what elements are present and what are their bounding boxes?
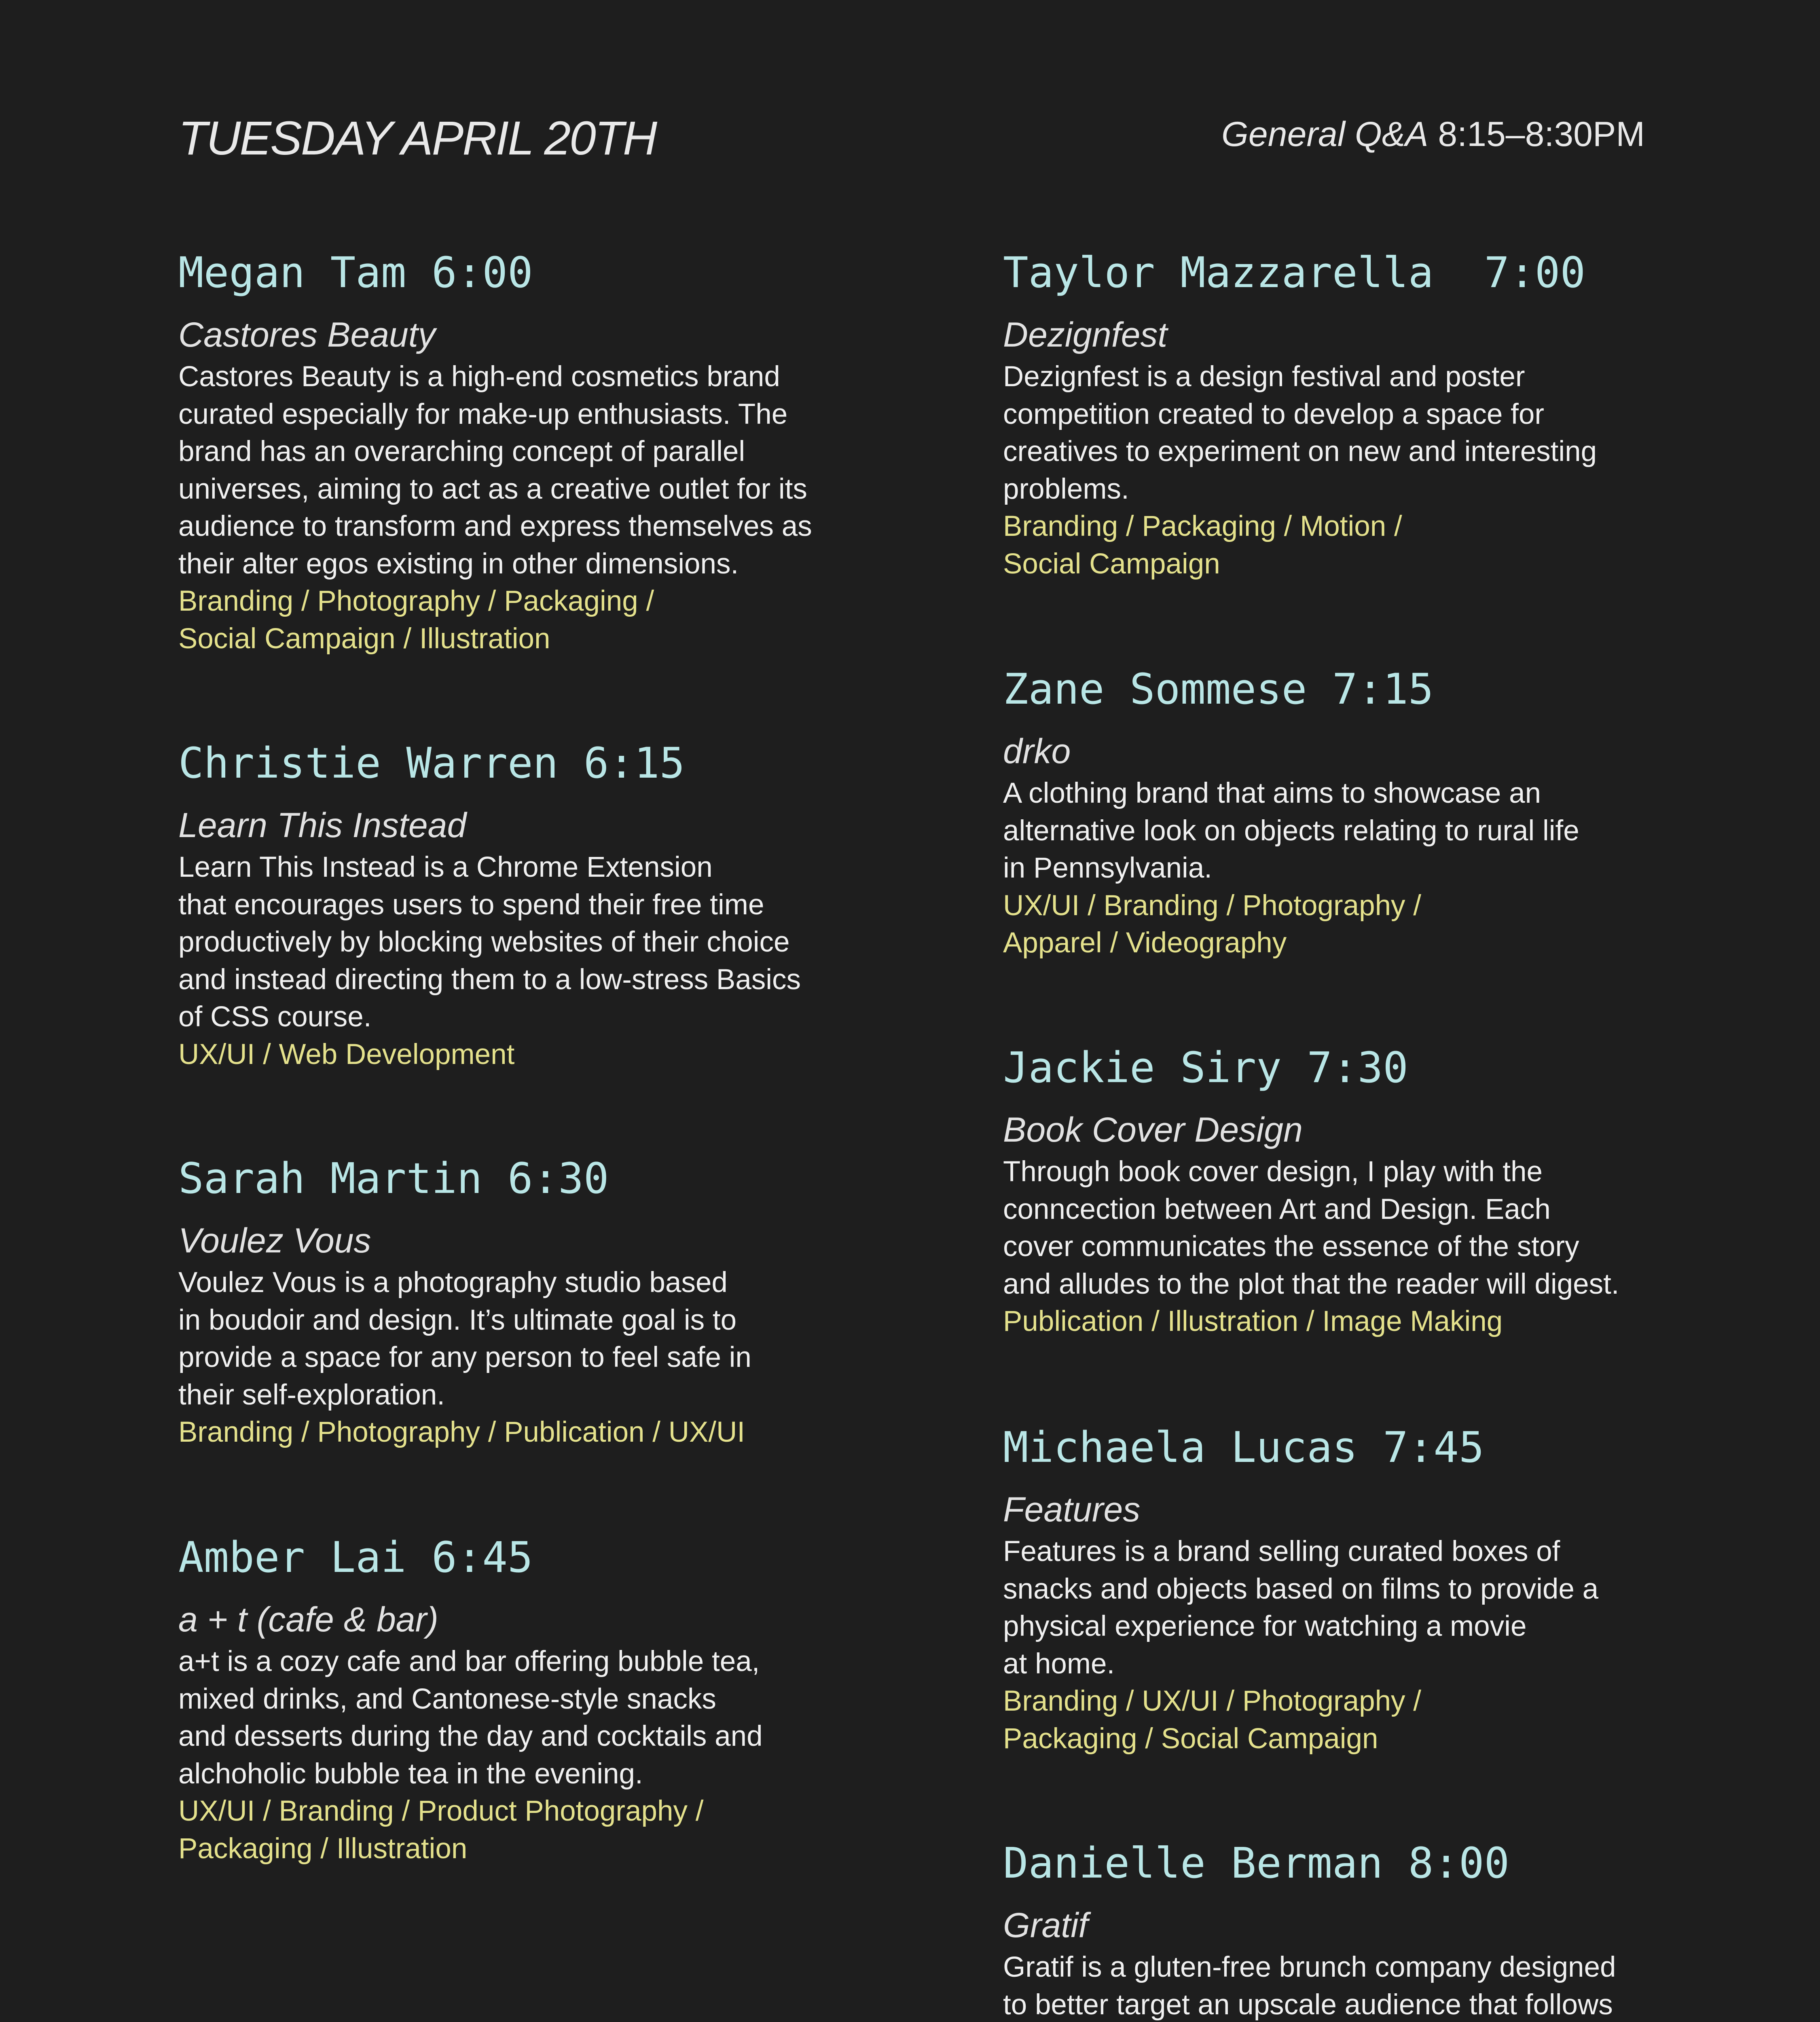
presentation-entry	[178, 737, 842, 1073]
tag-line: UX/UI / Web Development	[178, 1038, 515, 1070]
project-description	[1003, 1153, 1666, 1303]
description-line: Gratif is a gluten-free brunch company designed	[1003, 1951, 1616, 1983]
discipline-tags	[1003, 887, 1666, 962]
presentation-entry	[178, 1531, 842, 1868]
qa-time: 8:15–8:30PM	[1438, 115, 1645, 154]
tag-line: Publication / Illustration / Image Making	[1003, 1305, 1503, 1337]
description-line: alternative look on objects relating to rural life	[1003, 814, 1579, 847]
project-description	[178, 1643, 842, 1793]
tag-line: UX/UI / Branding / Photography /	[1003, 889, 1422, 922]
project-description	[1003, 775, 1666, 887]
project-name: Voulez Vous	[178, 1221, 371, 1260]
description-line: Castores Beauty is a high-end cosmetics brand	[178, 361, 780, 393]
description-line: their alter egos existing in other dimensions.	[178, 548, 739, 580]
description-line: and alludes to the plot that the reader will digest.	[1003, 1268, 1619, 1300]
presenter-heading: Michaela Lucas 7:45	[1003, 1423, 1484, 1472]
qa-label: General Q&A	[1221, 115, 1428, 154]
presenter-heading: Zane Sommese 7:15	[1003, 664, 1434, 714]
description-line: Through book cover design, I play with the	[1003, 1156, 1543, 1188]
tag-line: Branding / UX/UI / Photography /	[1003, 1685, 1422, 1717]
project-description	[1003, 358, 1666, 508]
description-line: a+t is a cozy cafe and bar offering bubble tea,	[178, 1646, 760, 1677]
discipline-tags	[1003, 1303, 1666, 1341]
description-line: competition created to develop a space for	[1003, 398, 1544, 430]
description-line: conncection between Art and Design. Each	[1003, 1193, 1551, 1225]
description-line: their self-exploration.	[178, 1379, 445, 1411]
project-name: drko	[1003, 732, 1071, 771]
description-line: of CSS course.	[178, 1001, 372, 1033]
description-line: universes, aiming to act as a creative outlet for its	[178, 473, 807, 505]
project-name: a + t (cafe & bar)	[178, 1600, 438, 1639]
description-line: that encourages users to spend their free time	[178, 888, 764, 921]
description-line: creatives to experiment on new and interesting	[1003, 436, 1597, 467]
project-description	[1003, 1949, 1666, 2022]
header	[178, 110, 1645, 167]
description-line: brand has an overarching concept of parallel	[178, 436, 745, 467]
description-line: A clothing brand that aims to showcase an	[1003, 777, 1541, 809]
tag-line: Social Campaign / Illustration	[178, 622, 550, 655]
description-line: in boudoir and design. It’s ultimate goal is to	[178, 1304, 737, 1336]
qa-session	[1221, 110, 1645, 159]
description-line: curated especially for make-up enthusiasts. The	[178, 398, 788, 430]
description-line: alchoholic bubble tea in the evening.	[178, 1758, 643, 1790]
description-line: snacks and objects based on films to provide a	[1003, 1573, 1599, 1605]
presenter-heading: Danielle Berman 8:00	[1003, 1838, 1510, 1888]
description-line: productively by blocking websites of their choice	[178, 926, 790, 958]
presentation-entry	[178, 247, 842, 658]
description-line: and instead directing them to a low-stress Basics	[178, 963, 801, 996]
description-line: mixed drinks, and Cantonese-style snacks	[178, 1683, 716, 1715]
tag-line: UX/UI / Branding / Product Photography /	[178, 1795, 704, 1827]
discipline-tags	[178, 583, 842, 658]
description-line: Dezignfest is a design festival and poster	[1003, 361, 1525, 393]
description-line: Learn This Instead is a Chrome Extension	[178, 851, 713, 883]
presentation-entry	[1003, 1837, 1666, 2022]
description-line: in Pennsylvania.	[1003, 852, 1213, 884]
description-line: Voulez Vous is a photography studio based	[178, 1267, 728, 1299]
presentation-entry	[1003, 1421, 1666, 1758]
discipline-tags	[1003, 508, 1666, 583]
presenter-heading: Sarah Martin 6:30	[178, 1154, 609, 1203]
presenter-heading: Amber Lai 6:45	[178, 1533, 533, 1582]
presenter-heading: Megan Tam 6:00	[178, 248, 533, 297]
tag-line: Branding / Photography / Publication / UX/UI	[178, 1416, 745, 1448]
discipline-tags	[178, 1036, 842, 1074]
project-name: Castores Beauty	[178, 315, 436, 354]
tag-line: Branding / Packaging / Motion /	[1003, 510, 1402, 542]
project-name: Dezignfest	[1003, 315, 1168, 354]
project-name: Gratif	[1003, 1906, 1088, 1945]
presentation-entry	[1003, 663, 1666, 962]
project-name: Features	[1003, 1490, 1141, 1529]
description-line: to better target an upscale audience that follows	[1003, 1988, 1613, 2021]
presenter-heading: Christie Warren 6:15	[178, 738, 685, 788]
description-line: cover communicates the essence of the story	[1003, 1231, 1579, 1263]
presentation-entry	[1003, 1042, 1666, 1341]
page-title: TUESDAY APRIL 20TH	[178, 112, 656, 165]
tag-line: Packaging / Social Campaign	[1003, 1722, 1378, 1755]
description-line: problems.	[1003, 473, 1129, 505]
description-line: Features is a brand selling curated boxes of	[1003, 1536, 1560, 1567]
description-line: audience to transform and express themselves as	[178, 510, 812, 542]
project-description	[1003, 1533, 1666, 1683]
tag-line: Social Campaign	[1003, 548, 1220, 580]
project-name: Learn This Instead	[178, 806, 467, 845]
description-line: provide a space for any person to feel safe in	[178, 1341, 751, 1373]
discipline-tags	[178, 1414, 842, 1451]
tag-line: Apparel / Videography	[1003, 927, 1287, 959]
discipline-tags	[178, 1793, 842, 1868]
tag-line: Packaging / Illustration	[178, 1832, 468, 1865]
description-line: and desserts during the day and cocktails and	[178, 1720, 763, 1752]
description-line: at home.	[1003, 1648, 1115, 1680]
discipline-tags	[1003, 1683, 1666, 1758]
project-description	[178, 1264, 842, 1414]
presentation-entry	[1003, 247, 1666, 583]
presentation-entry	[178, 1153, 842, 1451]
project-description	[178, 849, 842, 1036]
presenter-heading: Jackie Siry 7:30	[1003, 1043, 1408, 1092]
project-description	[178, 358, 842, 583]
description-line: physical experience for watching a movie	[1003, 1610, 1527, 1642]
presenter-heading: Taylor Mazzarella 7:00	[1003, 248, 1586, 297]
tag-line: Branding / Photography / Packaging /	[178, 585, 654, 617]
project-name: Book Cover Design	[1003, 1110, 1303, 1149]
